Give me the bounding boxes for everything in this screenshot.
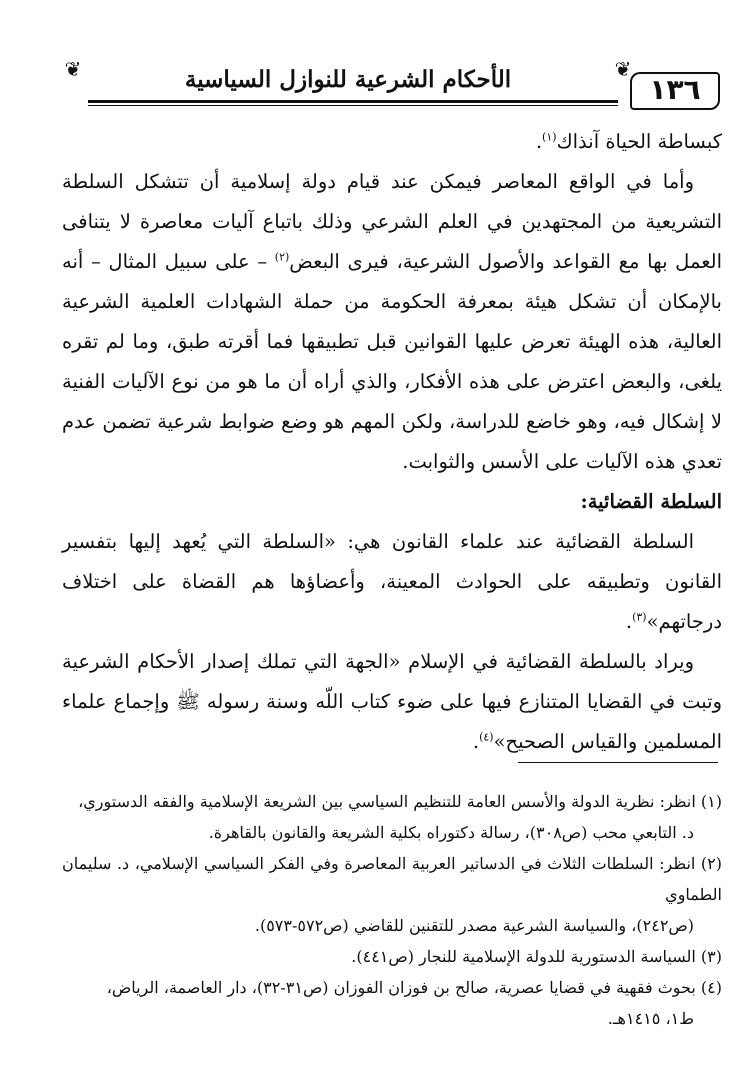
- header-rule: [88, 100, 618, 103]
- paragraph-text: ويراد بالسلطة القضائية في الإسلام «الجهة التي تملك إصدار الأحكام الشرعية وتبت في القضايا المتنازع فيها على ضوء كتاب اللّه وسنة رسوله ﷺ وإجماع علماء المسلمين والقياس الصحيح»: [62, 650, 722, 753]
- footnote-2: (٢) انظر: السلطات الثلاث في الدساتير العربية المعاصرة وفي الفكر السياسي الإسلامي، د. سليمان الطماوي: [62, 854, 722, 904]
- section-heading: السلطة القضائية:: [580, 490, 722, 513]
- footnote-1-continued: د. التابعي محب (ص٣٠٨)، رسالة دكتوراه بكلية الشريعة والقانون بالقاهرة.: [208, 823, 694, 842]
- paragraph-text: وأما في الواقع المعاصر فيمكن عند قيام دولة إسلامية أن تتشكل السلطة التشريعية من المجتهدين في العلم الشرعي وذلك باتباع آليات معاصرة لا يتنافى العمل بها مع القواعد والأصول الشرعية، فيرى البعض: [62, 170, 722, 273]
- footnote-4: (٤) بحوث فقهية في قضايا عصرية، صالح بن فوزان الفوزان (ص٣١-٣٢)، دار العاصمة، الرياض،: [106, 978, 722, 997]
- paragraph: [62, 642, 722, 762]
- footnote-ref: (٢): [274, 250, 290, 264]
- footnote-3: (٣) السياسة الدستورية للدولة الإسلامية للنجار (ص٤٤١).: [351, 947, 722, 966]
- ornament-icon: ❦: [614, 57, 632, 81]
- main-text: [62, 122, 722, 762]
- footnote-4-continued: ط١، ١٤١٥هـ.: [607, 1009, 694, 1028]
- footnotes: [62, 786, 722, 1034]
- paragraph-text: .: [625, 610, 633, 633]
- ornament-icon: ❦: [64, 57, 82, 81]
- paragraph: [62, 162, 722, 482]
- paragraph-text: كبساطة الحياة آنذاك: [556, 130, 722, 153]
- footnote-ref: (١): [542, 130, 557, 144]
- footnote-rule: [518, 762, 718, 763]
- paragraph-text: – على سبيل المثال – أنه بالإمكان أن تشكل هيئة بمعرفة الحكومة من حملة الشهادات العلمية الشرعية العالية، هذه الهيئة تعرض عليها القوانين قبل تطبيقها فما أقرته طبق، وما لم تقره يلغى، والبعض اعترض على هذه الأفكار، والذي أراه أن ما هو من نوع الآليات الفنية لا إشكال فيه، وهو خاضع للدراسة، ولكن المهم هو وضع ضوابط شرعية تضمن عدم تعدي هذه الآليات على الأسس والثوابت.: [62, 250, 722, 473]
- footnote-ref: (٤): [479, 730, 494, 744]
- paragraph: [62, 122, 722, 162]
- running-title: الأحكام الشرعية للنوازل السياسية: [184, 66, 512, 93]
- page-header: [60, 58, 720, 108]
- footnote-ref: (٣): [632, 610, 647, 624]
- page-number: ١٣٦: [630, 72, 720, 110]
- header-rule-thin: [88, 105, 618, 106]
- footnote-1: (١) انظر: نظرية الدولة والأسس العامة للتنظيم السياسي بين الشريعة الإسلامية والفقه الدستوري،: [78, 792, 722, 811]
- paragraph: [62, 522, 722, 642]
- footnote-2-continued: (ص٢٤٢)، والسياسة الشرعية مصدر للتقنين للقاضي (ص٥٧٢-٥٧٣).: [254, 916, 694, 935]
- paragraph-text: .: [535, 130, 543, 153]
- paragraph-text: السلطة القضائية عند علماء القانون هي: «السلطة التي يُعهد إليها بتفسير القانون وتطبيقه على الحوادث المعينة، وأعضاؤها هم القضاة على اختلاف درجاتهم»: [62, 530, 722, 633]
- paragraph-text: .: [472, 730, 480, 753]
